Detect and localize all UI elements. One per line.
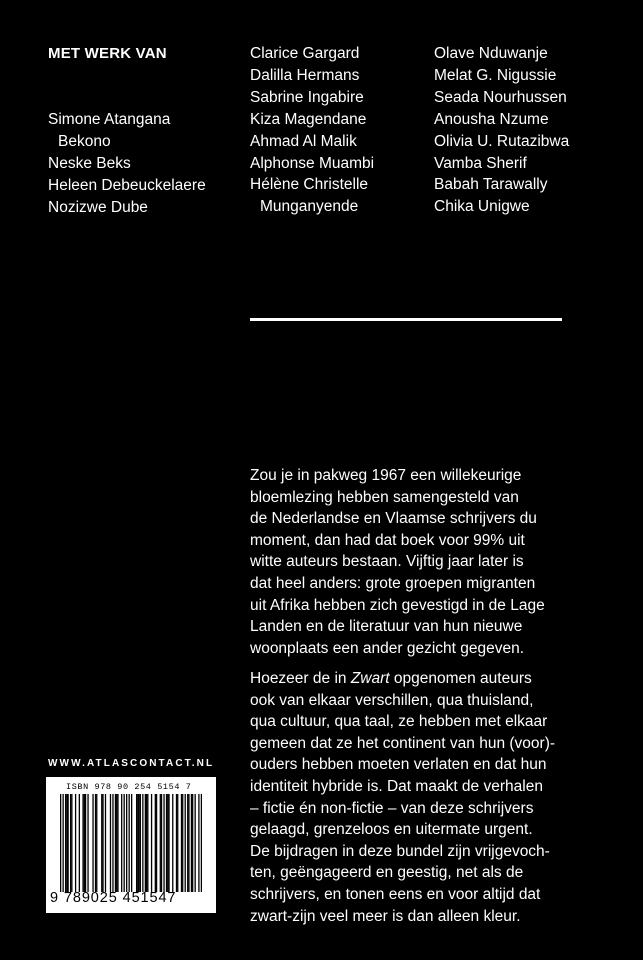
barcode-bar [192, 794, 193, 892]
blurb-paragraph-1 [250, 465, 580, 659]
barcode-bar [67, 794, 68, 892]
barcode-bar [151, 794, 152, 892]
contributor-name: Sabrine Ingabire [250, 88, 364, 106]
barcode-bar [140, 794, 141, 892]
contributor-name: Kiza Magendane [250, 110, 367, 128]
blurb-line [250, 668, 580, 690]
blurb-line: ten, geëngageerd en geestig, net als de [250, 864, 524, 882]
barcode-bar [131, 794, 132, 892]
contributor-name: Clarice Gargard [250, 45, 360, 62]
blurb-line: de Nederlandse en Vlaamse schrijvers du [250, 510, 537, 528]
barcode-bar [182, 794, 183, 892]
barcode-bar [129, 794, 130, 892]
barcode-bar [198, 794, 199, 892]
blurb-text: opgenomen auteurs [389, 670, 532, 687]
barcode-bar [117, 794, 118, 892]
barcode-bar [75, 794, 76, 892]
contributor-list-col2 [250, 43, 374, 218]
isbn-barcode [46, 777, 216, 913]
barcode-bar [70, 794, 71, 892]
barcode-bar [85, 794, 86, 892]
barcode-bar [79, 794, 80, 892]
barcode-bar [137, 794, 138, 892]
barcode-bar [185, 794, 186, 892]
barcode-bar [110, 794, 111, 892]
barcode-bar [187, 794, 188, 892]
blurb-line: woonplaats een ander gezicht gegeven. [250, 639, 525, 657]
blurb-line: gelaagd, grenzeloos en uitermate urgent. [250, 821, 533, 839]
contributor-name: Simone Atangana [48, 111, 171, 128]
blurb-line: Zou je in pakweg 1967 een willekeurige [250, 467, 522, 484]
barcode-bar [124, 794, 125, 892]
barcode-bar [115, 794, 116, 892]
barcode-bar [188, 794, 189, 892]
contributor-name: Olivia U. Rutazibwa [434, 132, 570, 150]
contributor-name: Melat G. Nigussie [434, 66, 557, 84]
barcode-bar [87, 794, 88, 892]
barcode-bar [62, 794, 63, 892]
blurb-line: moment, dan had dat boek voor 99% uit [250, 531, 525, 549]
contributor-name: Olave Nduwanje [434, 45, 548, 62]
barcode-bar [163, 794, 164, 892]
barcode-bar [138, 794, 139, 892]
contributor-name: Ahmad Al Malik [250, 132, 357, 150]
barcode-bar [201, 794, 202, 892]
barcode-bar [168, 794, 169, 892]
barcode-bar [84, 794, 85, 892]
contributor-name: Hélène Christelle [250, 176, 369, 194]
barcode-bar [195, 794, 196, 892]
contributors-heading: MET WERK VAN [48, 45, 167, 62]
barcode-bar [101, 794, 102, 892]
blurb-line: gemeen dat ze het continent van hun (voor)- [250, 734, 556, 752]
barcode-bar [82, 794, 83, 892]
barcode-bar [166, 794, 167, 892]
contributor-name: Dalilla Hermans [250, 66, 360, 84]
blurb-line: uit Afrika hebben zich gevestigd in de Lage [250, 596, 545, 614]
barcode-bar [102, 794, 103, 892]
barcode-bar [191, 794, 192, 892]
barcode-bar [136, 794, 137, 892]
contributor-name: Seada Nourhussen [434, 88, 567, 106]
book-title: Zwart [350, 670, 390, 687]
contributor-name: Bekono [58, 132, 111, 150]
contributor-name: Munganyende [260, 198, 359, 216]
barcode-bar [161, 794, 162, 892]
isbn-number: 9 789025 451547 [50, 890, 177, 906]
barcode-bar [65, 794, 66, 892]
barcode-bar [156, 794, 157, 892]
blurb-line: dat heel anders: grote groepen migranten [250, 574, 536, 592]
blurb-line: zwart-zijn veel meer is dan alleen kleur. [250, 907, 521, 925]
barcode-bar [96, 794, 97, 892]
blurb-line: identiteit hybride is. Dat maakt de verhalen [250, 777, 543, 795]
blurb-line: bloemlezing hebben samengesteld van [250, 488, 519, 506]
contributor-name: Nozizwe Dube [48, 198, 148, 216]
barcode-bar [121, 794, 122, 892]
barcode-bar [116, 794, 117, 892]
contributor-name: Anousha Nzume [434, 110, 549, 128]
blurb-line: Landen en de literatuur van hun nieuwe [250, 618, 523, 636]
barcode-bar [181, 794, 182, 892]
blurb-line: witte auteurs bestaan. Vijftig jaar later is [250, 553, 524, 571]
blurb-text: Hoezeer de in [250, 670, 351, 687]
blurb-line: De bijdragen in deze bundel zijn vrijgevoch- [250, 842, 550, 860]
contributor-name: Neske Beks [48, 154, 131, 172]
blurb-line: schrijvers, en tonen eens en voor altijd dat [250, 885, 541, 903]
contributor-list-col3 [434, 43, 569, 218]
barcode-bar [126, 794, 127, 892]
contributor-name: Babah Tarawally [434, 176, 548, 194]
barcode-bar [66, 794, 67, 892]
contributor-name: Chika Unigwe [434, 198, 530, 216]
blurb-line: – fictie én non-fictie – van deze schrijvers [250, 799, 534, 817]
barcode-bars [60, 794, 202, 892]
barcode-bar [155, 794, 156, 892]
barcode-bar [112, 794, 113, 892]
blurb-line: ouders hebben moeten verlaten en dat hun [250, 756, 547, 774]
publisher-website: WWW.ATLASCONTACT.NL [48, 758, 215, 769]
barcode-bar [176, 794, 177, 892]
contributor-name: Vamba Sherif [434, 154, 527, 172]
divider-rule [250, 318, 562, 321]
barcode-bar [147, 794, 148, 892]
barcode-bar [105, 794, 106, 892]
contributor-name: Alphonse Muambi [250, 154, 375, 172]
barcode-bar [167, 794, 168, 892]
contributor-list-col1 [48, 109, 206, 219]
barcode-bar [146, 794, 147, 892]
barcode-bar [95, 794, 96, 892]
barcode-bar [172, 794, 173, 892]
blurb-paragraph-2 [250, 668, 580, 927]
barcode-bar [92, 794, 93, 892]
contributor-name: Heleen Debeuckelaere [48, 176, 206, 194]
barcode-bar [60, 794, 61, 892]
barcode-bar [177, 794, 178, 892]
blurb-line: qua cultuur, qua taal, ze hebben met elkaar [250, 713, 548, 731]
barcode-bar [145, 794, 146, 892]
barcode-bar [71, 794, 72, 892]
barcode-bar [142, 794, 143, 892]
blurb-line: ook van elkaar verschillen, qua thuisland, [250, 691, 534, 709]
barcode-bar [160, 794, 161, 892]
isbn-label: ISBN 978 90 254 5154 7 [66, 782, 192, 792]
